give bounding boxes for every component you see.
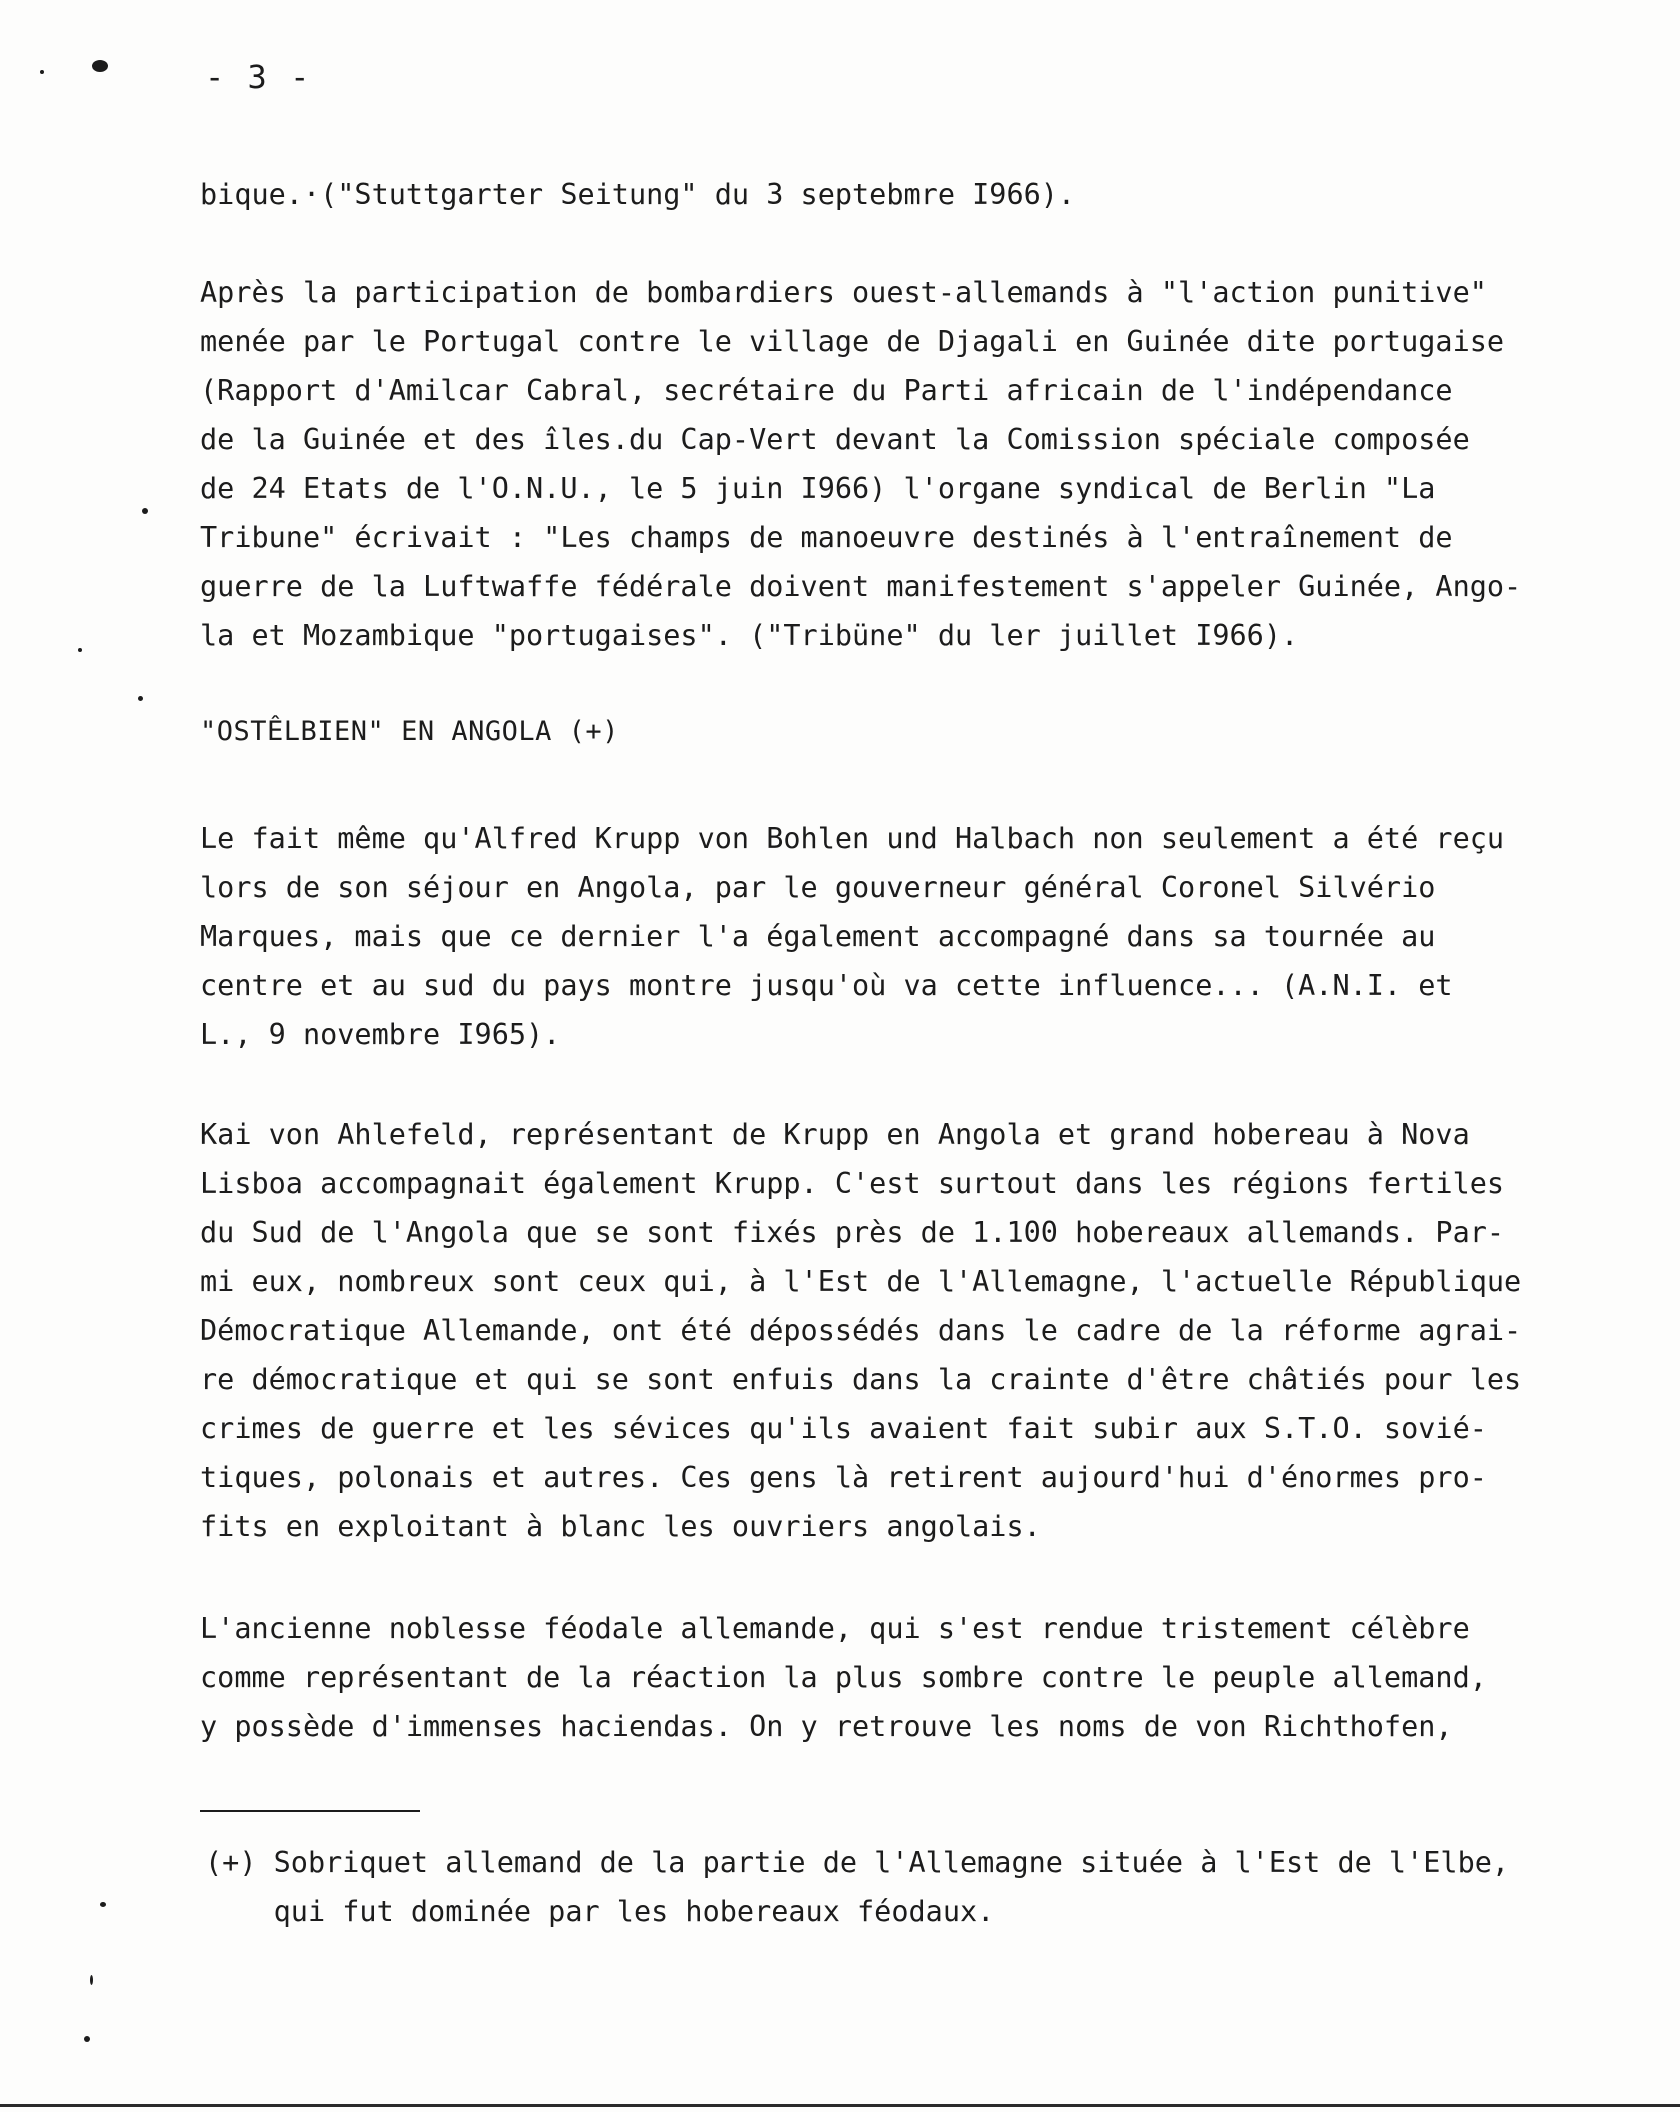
paragraph-line: Tribune" écrivait : "Les champs de manoeuvre destinés à l'entraînement de [200, 521, 1453, 554]
paragraph-line: Démocratique Allemande, ont été dépossédés dans le cadre de la réforme agrai- [200, 1314, 1522, 1347]
footnote-line: (+) Sobriquet allemand de la partie de l'Allemagne située à l'Est de l'Elbe, [205, 1846, 1510, 1879]
paragraph-line: Le fait même qu'Alfred Krupp von Bohlen und Halbach non seulement a été reçu [200, 822, 1505, 855]
footnote-rule [200, 1810, 420, 1812]
paragraph-line: L., 9 novembre I965). [200, 1018, 561, 1051]
paragraph-line: Marques, mais que ce dernier l'a également accompagné dans sa tournée au [200, 920, 1436, 953]
paragraph-line: tiques, polonais et autres. Ces gens là retirent aujourd'hui d'énormes pro- [200, 1461, 1487, 1494]
paragraph-line: Kai von Ahlefeld, représentant de Krupp en Angola et grand hobereau à Nova [200, 1118, 1470, 1151]
paragraph-line: comme représentant de la réaction la plus sombre contre le peuple allemand, [200, 1661, 1487, 1694]
page-bottom-edge [0, 2104, 1680, 2107]
scan-speck [138, 696, 143, 701]
paragraph-line: de 24 Etats de l'O.N.U., le 5 juin I966) l'organe syndical de Berlin "La [200, 472, 1436, 505]
paragraph-line: bique.·("Stuttgarter Seitung" du 3 septebmre I966). [200, 178, 1076, 211]
paragraph-line: crimes de guerre et les sévices qu'ils avaient fait subir aux S.T.O. sovié- [200, 1412, 1487, 1445]
paragraph-line: L'ancienne noblesse féodale allemande, qui s'est rendue tristement célèbre [200, 1612, 1470, 1645]
scan-speck [142, 508, 148, 514]
scan-speck [84, 2036, 90, 2042]
paragraph-line: de la Guinée et des îles.du Cap-Vert devant la Comission spéciale composée [200, 423, 1470, 456]
paragraph-line: du Sud de l'Angola que se sont fixés près de 1.100 hobereaux allemands. Par- [200, 1216, 1505, 1249]
scan-speck [40, 70, 44, 74]
paragraph-line: fits en exploitant à blanc les ouvriers angolais. [200, 1510, 1041, 1543]
paragraph-line: Lisboa accompagnait également Krupp. C'est surtout dans les régions fertiles [200, 1167, 1505, 1200]
footnote-line: qui fut dominée par les hobereaux féodaux. [205, 1895, 995, 1928]
paragraph-line: (Rapport d'Amilcar Cabral, secrétaire du Parti africain de l'indépendance [200, 374, 1453, 407]
paragraph-line: guerre de la Luftwaffe fédérale doivent manifestement s'appeler Guinée, Ango- [200, 570, 1522, 603]
paragraph-line: re démocratique et qui se sont enfuis dans la crainte d'être châtiés pour les [200, 1363, 1522, 1396]
scan-speck [90, 1975, 93, 1985]
paragraph-line: menée par le Portugal contre le village de Djagali en Guinée dite portugaise [200, 325, 1505, 358]
page-number: - 3 - [205, 58, 312, 96]
paragraph-line: la et Mozambique "portugaises". ("Tribüne" du ler juillet I966). [200, 619, 1299, 652]
section-heading: "OSTÊLBIEN" EN ANGOLA (+) [200, 716, 619, 747]
paragraph-line: mi eux, nombreux sont ceux qui, à l'Est de l'Allemagne, l'actuelle République [200, 1265, 1522, 1298]
scan-speck [78, 648, 82, 652]
scan-speck [100, 1902, 106, 1907]
paragraph-line: Après la participation de bombardiers ouest-allemands à "l'action punitive" [200, 276, 1487, 309]
paragraph-line: centre et au sud du pays montre jusqu'où va cette influence... (A.N.I. et [200, 969, 1453, 1002]
paragraph-line: y possède d'immenses haciendas. On y retrouve les noms de von Richthofen, [200, 1710, 1453, 1743]
scan-speck [92, 60, 108, 72]
paragraph-line: lors de son séjour en Angola, par le gouverneur général Coronel Silvério [200, 871, 1436, 904]
